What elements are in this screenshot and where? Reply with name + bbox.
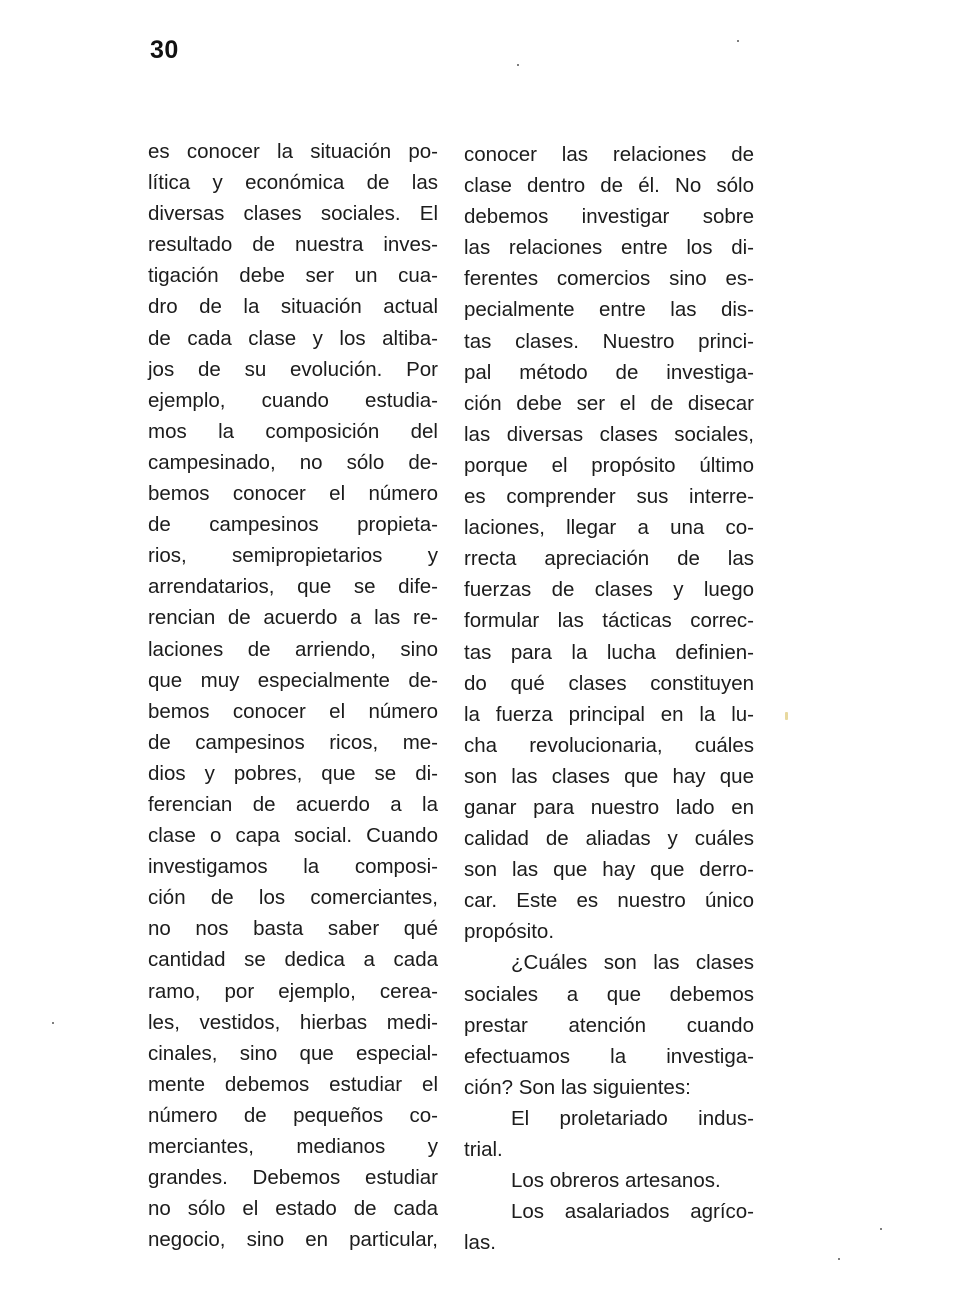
text-line: pecialmente entre las dis- xyxy=(464,298,754,322)
text-line: lítica y económica de las xyxy=(148,171,438,195)
text-line: laciones de arriendo, sino xyxy=(148,637,438,661)
text-line: trial. xyxy=(464,1138,503,1161)
text-line: resultado de nuestra inves- xyxy=(148,233,438,257)
text-line: propósito. xyxy=(464,920,555,944)
text-line: que muy especialmente de- xyxy=(148,668,438,692)
text-line: son las que hay que derro- xyxy=(464,858,754,882)
text-line: ferencian de acuerdo a la xyxy=(148,792,438,816)
scan-speck xyxy=(785,712,788,720)
text-line: fuerzas de clases y luego xyxy=(464,578,754,602)
text-line: son las clases que hay que xyxy=(464,764,754,788)
text-line: tigación debe ser un cua- xyxy=(148,264,438,288)
text-line: ¿Cuáles son las clases xyxy=(511,951,754,975)
text-line: negocio, sino en particular, xyxy=(148,1228,438,1252)
text-line: pal método de investiga- xyxy=(464,360,754,384)
text-line: ción debe ser el de disecar xyxy=(464,391,754,415)
text-line: tas para la lucha definien- xyxy=(464,640,754,664)
text-line: El proletariado indus- xyxy=(511,1106,754,1130)
text-line: es comprender sus interre- xyxy=(464,485,754,509)
text-line: de campesinos propieta- xyxy=(148,513,438,537)
scan-speck xyxy=(517,64,519,66)
text-line: es conocer la situación po- xyxy=(148,140,438,163)
text-line: diversas clases sociales. El xyxy=(148,202,438,226)
text-line: jos de su evolución. Por xyxy=(148,357,438,381)
text-line: rencian de acuerdo a las re- xyxy=(148,606,438,630)
text-line: formular las tácticas correc- xyxy=(464,609,754,633)
text-line: dro de la situación actual xyxy=(148,295,438,319)
text-line: de campesinos ricos, me- xyxy=(148,730,438,754)
text-line: ejemplo, cuando estudia- xyxy=(148,388,438,412)
text-line: investigamos la composi- xyxy=(148,855,438,879)
text-line: la fuerza principal en la lu- xyxy=(464,702,754,726)
text-line: Los asalariados agríco- xyxy=(511,1200,754,1224)
text-line: grandes. Debemos estudiar xyxy=(148,1166,438,1190)
text-line: sociales a que debemos xyxy=(464,982,754,1006)
text-line: rios, semipropietarios y xyxy=(148,544,438,568)
text-line: clase dentro de él. No sólo xyxy=(464,174,754,198)
text-line: ramo, por ejemplo, cerea- xyxy=(148,979,438,1003)
text-line: dios y pobres, que se di- xyxy=(148,761,438,785)
text-line: Los obreros artesanos. xyxy=(511,1169,721,1193)
text-line: clase o capa social. Cuando xyxy=(148,824,438,848)
text-line: cantidad se dedica a cada xyxy=(148,948,438,972)
text-line: rrecta apreciación de las xyxy=(464,547,754,571)
text-line: les, vestidos, hierbas medi- xyxy=(148,1010,438,1034)
text-line: no nos basta saber qué xyxy=(148,917,438,941)
page-number: 30 xyxy=(150,36,179,64)
text-line: car. Este es nuestro único xyxy=(464,889,754,913)
left-text-column xyxy=(148,136,438,1255)
scan-speck xyxy=(838,1258,840,1260)
scan-speck xyxy=(880,1228,882,1230)
text-line: laciones, llegar a una co- xyxy=(464,516,754,540)
text-line: de cada clase y los altiba- xyxy=(148,326,438,350)
text-line: las. xyxy=(464,1231,496,1255)
text-line: bemos conocer el número xyxy=(148,699,438,723)
text-line: ferentes comercios sino es- xyxy=(464,267,754,291)
scan-speck xyxy=(52,1022,54,1024)
text-line: las diversas clases sociales, xyxy=(464,422,754,446)
text-line: cinales, sino que especial- xyxy=(148,1041,438,1065)
text-line: ganar para nuestro lado en xyxy=(464,795,754,819)
text-line: tas clases. Nuestro princi- xyxy=(464,329,754,353)
text-line: no sólo el estado de cada xyxy=(148,1197,438,1221)
text-line: mente debemos estudiar el xyxy=(148,1072,438,1096)
text-line: conocer las relaciones de xyxy=(464,143,754,166)
text-line: mos la composición del xyxy=(148,419,438,443)
text-line: ción de los comerciantes, xyxy=(148,886,438,910)
text-line: número de pequeños co- xyxy=(148,1103,438,1127)
text-line: do qué clases constituyen xyxy=(464,671,754,695)
text-line: porque el propósito último xyxy=(464,453,754,477)
text-line: las relaciones entre los di- xyxy=(464,236,754,260)
text-line: merciantes, medianos y xyxy=(148,1135,438,1158)
text-line: bemos conocer el número xyxy=(148,482,438,506)
text-line: cha revolucionaria, cuáles xyxy=(464,733,754,757)
text-line: prestar atención cuando xyxy=(464,1013,754,1037)
text-line: arrendatarios, que se dife- xyxy=(148,575,438,599)
text-line: debemos investigar sobre xyxy=(464,205,754,229)
text-line: calidad de aliadas y cuáles xyxy=(464,827,754,851)
scan-speck xyxy=(737,40,739,42)
text-line: ción? Son las siguientes: xyxy=(464,1075,691,1099)
text-line: campesinado, no sólo de- xyxy=(148,450,438,474)
text-line: efectuamos la investiga- xyxy=(464,1044,754,1068)
right-text-column xyxy=(464,139,754,1258)
